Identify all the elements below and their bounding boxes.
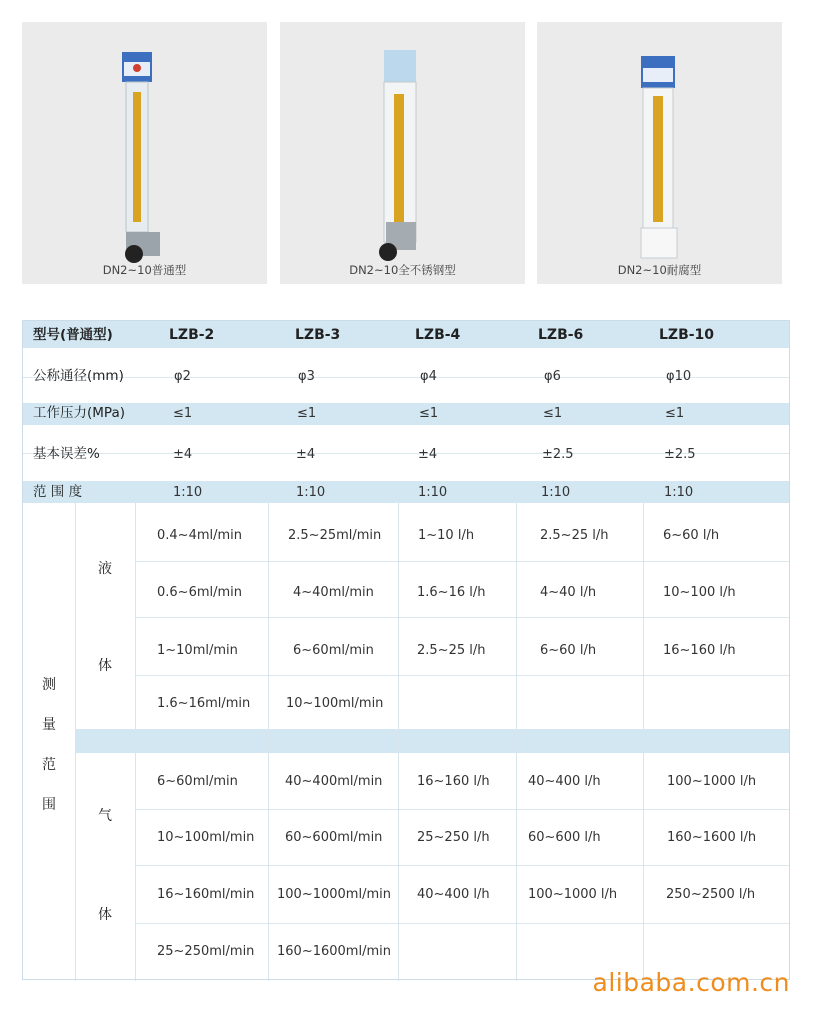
- liquid-range-value: 6~60ml/min: [293, 643, 374, 658]
- liquid-range-value: 1.6~16 l/h: [417, 585, 486, 600]
- gas-range-value: 16~160 l/h: [417, 774, 490, 789]
- spec-value: 1:10: [418, 485, 448, 500]
- row-divider: [135, 809, 789, 810]
- spec-row-label: 基本误差%: [33, 446, 100, 462]
- spec-value: φ10: [666, 369, 692, 384]
- gas-range-value: 160~1600 l/h: [667, 830, 757, 845]
- gas-range-value: 60~600ml/min: [285, 830, 383, 845]
- col-divider: [268, 503, 269, 981]
- liquid-label: 体: [98, 658, 112, 674]
- liquid-range-value: 4~40ml/min: [293, 585, 374, 600]
- model-header: LZB-10: [659, 327, 715, 343]
- liquid-gas-divider-band: [75, 729, 789, 753]
- liquid-range-value: 2.5~25ml/min: [288, 528, 382, 543]
- flowmeter-stainless-image: [280, 22, 525, 284]
- spec-value: ±2.5: [664, 447, 696, 462]
- row-divider: [135, 675, 789, 676]
- gas-range-value: 40~400 l/h: [528, 774, 601, 789]
- product-photo-stainless: [280, 22, 525, 284]
- gas-range-value: 250~2500 l/h: [666, 887, 756, 902]
- spec-row-label: 公称通径(mm): [33, 368, 124, 384]
- col-divider: [516, 503, 517, 981]
- gas-range-value: 100~1000 l/h: [667, 774, 757, 789]
- row-divider: [135, 617, 789, 618]
- liquid-range-value: 10~100 l/h: [663, 585, 736, 600]
- row-divider: [135, 865, 789, 866]
- row-divider: [135, 923, 789, 924]
- liquid-range-value: 4~40 l/h: [540, 585, 597, 600]
- alibaba-watermark: alibaba.com.cn: [592, 968, 790, 997]
- flowmeter-standard-image: [22, 22, 267, 284]
- product-photo-standard: [22, 22, 267, 284]
- measure-range-label: 量: [42, 717, 56, 733]
- spec-value: ≤1: [297, 406, 317, 421]
- gas-range-value: 100~1000 l/h: [528, 887, 618, 902]
- model-header: LZB-6: [538, 327, 584, 343]
- product-photos: [22, 22, 782, 284]
- col-divider: [643, 503, 644, 981]
- model-header: LZB-3: [295, 327, 341, 343]
- liquid-range-value: 0.4~4ml/min: [157, 528, 243, 543]
- liquid-range-value: 2.5~25 l/h: [540, 528, 609, 543]
- spec-value: ±2.5: [542, 447, 574, 462]
- liquid-range-value: 0.6~6ml/min: [157, 585, 243, 600]
- liquid-range-value: 1~10ml/min: [157, 643, 238, 658]
- spec-value: φ4: [420, 369, 437, 384]
- measure-range-label: 范: [42, 757, 56, 773]
- model-header: LZB-4: [415, 327, 461, 343]
- liquid-range-value: 1.6~16ml/min: [157, 696, 251, 711]
- gas-range-value: 160~1600ml/min: [277, 944, 391, 959]
- spec-value: ±4: [296, 447, 316, 462]
- spec-value: 1:10: [664, 485, 694, 500]
- col-divider: [398, 503, 399, 981]
- liquid-range-value: 1~10 l/h: [418, 528, 475, 543]
- liquid-range-value: 16~160 l/h: [663, 643, 736, 658]
- spec-value: 1:10: [296, 485, 326, 500]
- product-photo-corrosion: [537, 22, 782, 284]
- measure-range-label: 测: [42, 677, 56, 693]
- product-caption: DN2~10全不锈钢型: [349, 263, 456, 277]
- liquid-range-value: 2.5~25 l/h: [417, 643, 486, 658]
- model-header-label: 型号(普通型): [33, 327, 113, 343]
- liquid-range-value: 6~60 l/h: [663, 528, 720, 543]
- col-divider: [135, 503, 136, 981]
- liquid-label: 液: [98, 561, 112, 577]
- flowmeter-corrosion-image: [537, 22, 782, 284]
- gas-range-value: 16~160ml/min: [157, 887, 255, 902]
- product-caption: DN2~10普通型: [102, 263, 187, 277]
- measure-range-label: 围: [42, 797, 56, 813]
- gas-range-value: 40~400 l/h: [417, 887, 490, 902]
- spec-row-label: 范 围 度: [33, 484, 83, 500]
- spec-value: φ3: [298, 369, 315, 384]
- spec-value: φ2: [174, 369, 191, 384]
- gas-label: 体: [98, 907, 112, 923]
- spec-value: ≤1: [173, 406, 193, 421]
- gas-range-value: 40~400ml/min: [285, 774, 383, 789]
- gas-range-value: 10~100ml/min: [157, 830, 255, 845]
- liquid-range-value: 10~100ml/min: [286, 696, 384, 711]
- gas-range-value: 60~600 l/h: [528, 830, 601, 845]
- liquid-range-value: 6~60 l/h: [540, 643, 597, 658]
- row-divider: [135, 561, 789, 562]
- spec-table: [22, 320, 790, 980]
- spec-value: ±4: [173, 447, 193, 462]
- product-caption: DN2~10耐腐型: [617, 263, 702, 277]
- model-header: LZB-2: [169, 327, 215, 343]
- spec-value: ≤1: [419, 406, 439, 421]
- spec-value: ±4: [418, 447, 438, 462]
- spec-value: 1:10: [173, 485, 203, 500]
- spec-row-label: 工作压力(MPa): [33, 405, 125, 421]
- gas-range-value: 6~60ml/min: [157, 774, 238, 789]
- gas-range-value: 100~1000ml/min: [277, 887, 391, 902]
- spec-value: φ6: [544, 369, 561, 384]
- spec-value: 1:10: [541, 485, 571, 500]
- spec-value: ≤1: [665, 406, 685, 421]
- col-divider: [75, 503, 76, 981]
- gas-label: 气: [98, 808, 112, 824]
- gas-range-value: 25~250 l/h: [417, 830, 490, 845]
- spec-value: ≤1: [543, 406, 563, 421]
- gas-range-value: 25~250ml/min: [157, 944, 255, 959]
